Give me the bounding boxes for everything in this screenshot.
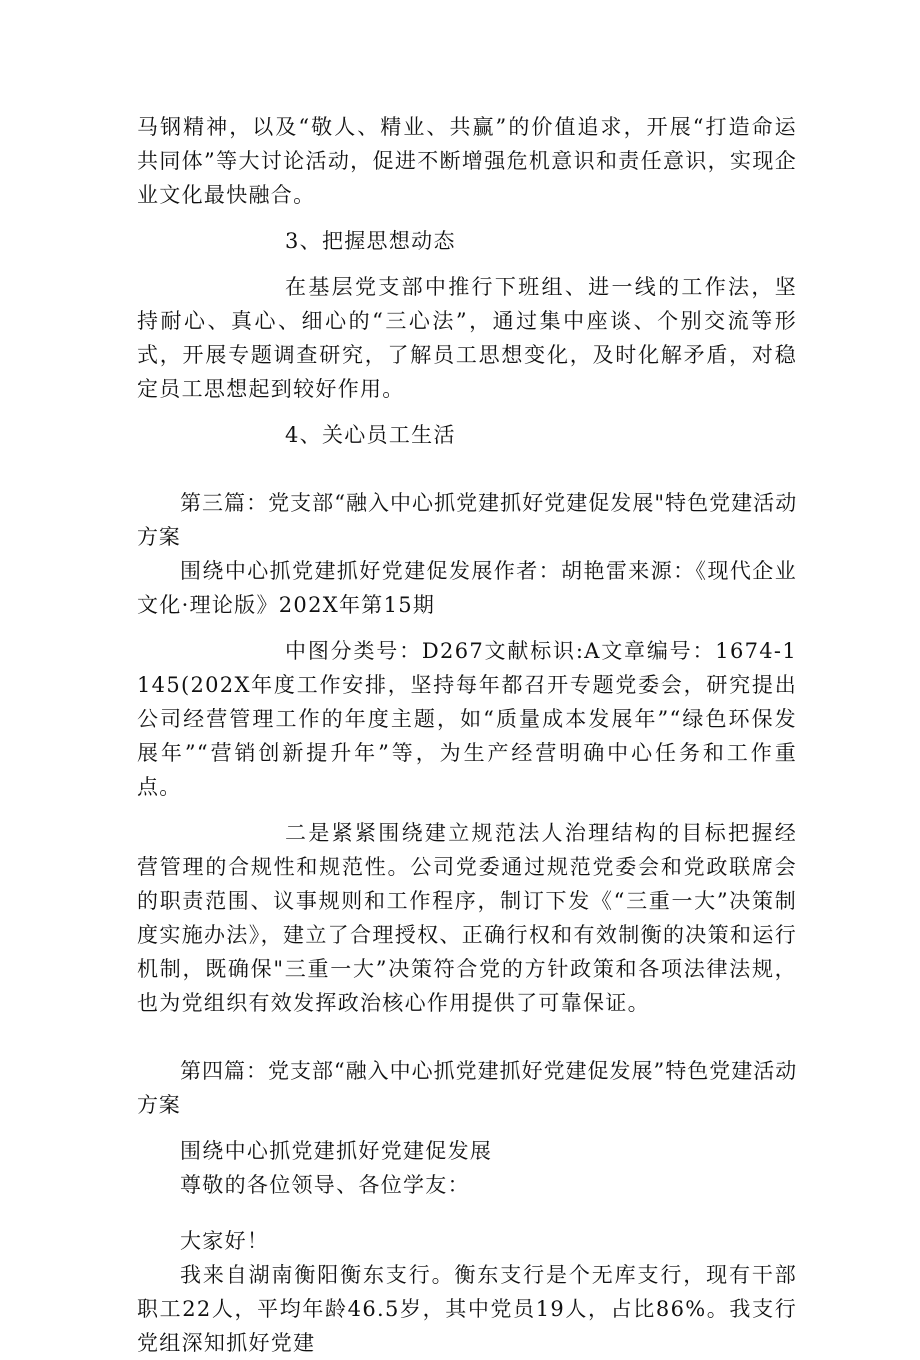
section-4-hello: 大家好！: [180, 1229, 270, 1253]
section-3-paragraph-1: 中图分类号：D267文献标识:A文章编号：1674-1145(202X年度工作安排，坚持每年都召开专题党委会，研究提出公司经营管理工作的年度主题，如“质量成本发展年”“绿色环保发展年”“营销创新提升年”等，为生产经营明确中心任务和工作重点。: [137, 639, 797, 799]
section-4-greeting: 尊敬的各位领导、各位学友：: [180, 1173, 470, 1197]
section-3-source: 围绕中心抓党建抓好党建促发展作者：胡艳雷来源：《现代企业文化·理论版》202X年第15期: [137, 559, 797, 617]
document-page: [137, 110, 797, 1360]
section-4-subtitle: 围绕中心抓党建抓好党建促发展: [180, 1139, 493, 1163]
section-3-title: 第三篇：党支部“融入中心抓党建抓好党建促发展"特色党建活动方案: [137, 491, 797, 549]
paragraph-intro: 马钢精神，以及“敬人、精业、共赢”的价值追求，开展“打造命运共同体”等大讨论活动，促进不断增强危机意识和责任意识，实现企业文化最快融合。: [137, 115, 797, 207]
section-4-title: 第四篇：党支部“融入中心抓党建抓好党建促发展”特色党建活动方案: [137, 1059, 797, 1117]
heading-4-care-life: 4、关心员工生活: [285, 423, 456, 447]
paragraph-grasp-thinking: 在基层党支部中推行下班组、进一线的工作法，坚持耐心、真心、细心的“三心法”，通过集中座谈、个别交流等形式，开展专题调查研究，了解员工思想变化，及时化解矛盾，对稳定员工思想起到较好作用。: [137, 275, 797, 401]
section-3-paragraph-2: 二是紧紧围绕建立规范法人治理结构的目标把握经营管理的合规性和规范性。公司党委通过规范党委会和党政联席会的职责范围、议事规则和工作程序，制订下发《“三重一大”决策制度实施办法》，建立了合理授权、正确行权和有效制衡的决策和运行机制，既确保"三重一大”决策符合党的方针政策和各项法律法规，也为党组织有效发挥政治核心作用提供了可靠保证。: [137, 821, 797, 1015]
heading-3-grasp-thinking: 3、把握思想动态: [285, 229, 456, 253]
section-4-paragraph-1: 我来自湖南衡阳衡东支行。衡东支行是个无库支行，现有干部职工22人，平均年龄46.5岁，其中党员19人，占比86%。我支行党组深知抓好党建: [137, 1263, 797, 1355]
